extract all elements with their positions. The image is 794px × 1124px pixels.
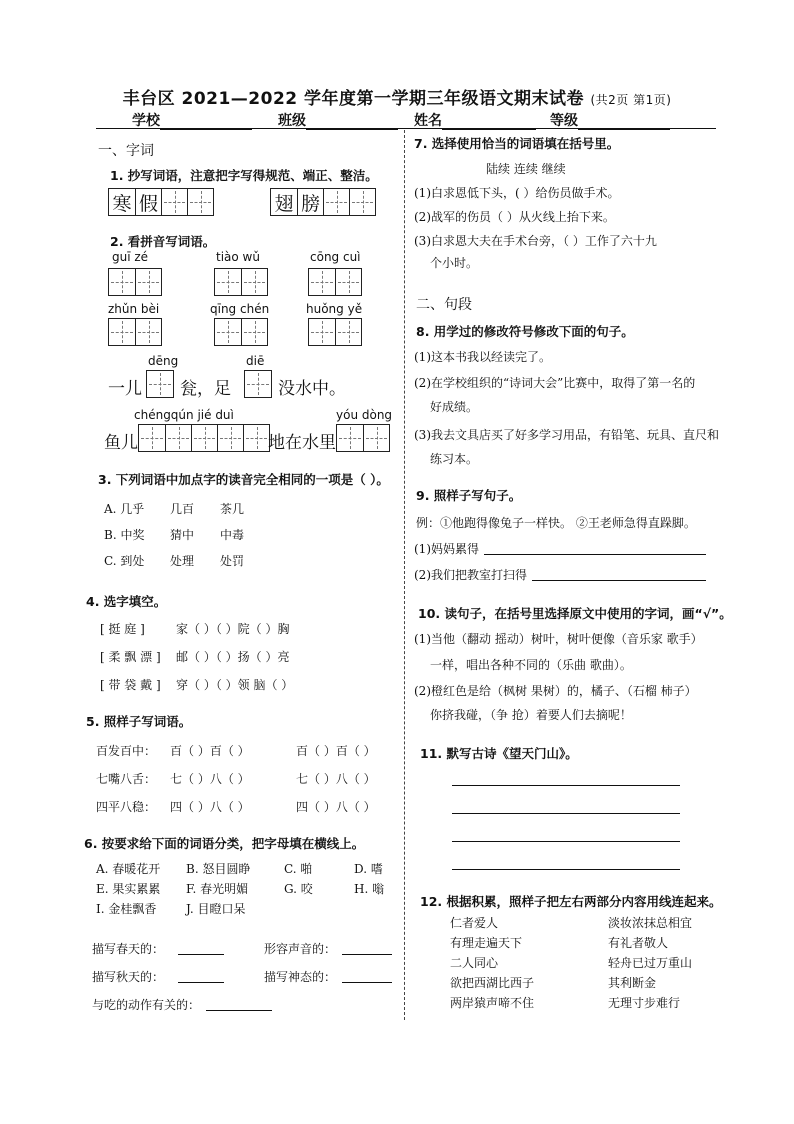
q3-a2: 几百 xyxy=(170,502,195,516)
q6-cat-expression: 描写神态的： xyxy=(264,970,337,984)
grade-field[interactable] xyxy=(550,110,670,130)
q7-line-4: 个小时。 xyxy=(430,256,479,270)
q6-label: 6. 按要求给下面的词语分类，把字母填在横线上。 xyxy=(84,836,365,851)
q10-line-4[interactable]: 你挤我碰，（争 抢）着要人们去摘呢！ xyxy=(430,708,632,722)
q2-grid-7[interactable] xyxy=(146,370,174,398)
q9-blank-2[interactable] xyxy=(532,579,706,581)
q10-line-2[interactable]: 一样，唱出各种不同的（乐曲 歌曲）。 xyxy=(430,658,632,672)
q8-line-3: 好成绩。 xyxy=(430,400,479,414)
q2-label: 2. 看拼音写词语。 xyxy=(110,234,216,249)
char: 假 xyxy=(138,192,158,215)
q4-label: 4. 选字填空。 xyxy=(86,594,167,609)
q6-opt: A. 春暖花开 xyxy=(96,862,161,876)
q12-right-5[interactable]: 无理寸步难行 xyxy=(608,996,681,1010)
poem-line-1[interactable] xyxy=(452,784,680,786)
pinyin-3: cōng cuì xyxy=(310,250,361,264)
pinyin-4: zhǔn bèi xyxy=(108,302,160,316)
poem-line-4[interactable] xyxy=(452,868,680,870)
q4-text-2[interactable]: 邮（ ）（ ）扬（ ）亮 xyxy=(176,650,290,664)
pinyin-chengqun: chéngqún jié duì xyxy=(134,408,234,422)
class-field[interactable] xyxy=(278,110,398,130)
exam-title xyxy=(0,84,794,109)
q3-label: 3. 下列词语中加点字的读音完全相同的一项是（ ）。 xyxy=(98,472,389,487)
q6-cat-sound: 形容声音的： xyxy=(264,942,337,956)
q5-b-1[interactable]: 百（ ）百（ ） xyxy=(296,744,376,758)
q7-line-1[interactable]: (1)白求恩低下头，( ）给伤员做手术。 xyxy=(414,186,620,200)
q4-text-3[interactable]: 穿（ ）（ ）领 脑（ ） xyxy=(176,678,294,692)
q2-grid-4[interactable] xyxy=(108,318,162,346)
q2-grid-6[interactable] xyxy=(308,318,362,346)
q8-line-2: (2)在学校组织的“诗词大会”比赛中，取得了第一名的 xyxy=(414,376,696,390)
q12-left-2[interactable]: 有理走遍天下 xyxy=(450,936,523,950)
q7-words: 陆续 连续 继续 xyxy=(486,162,566,176)
q10-label: 10. 读句子，在括号里选择原文中使用的字词，画“√”。 xyxy=(418,606,732,621)
q8-line-1: (1)这本书我以经读完了。 xyxy=(414,350,551,364)
q8-line-4: (3)我去文具店买了好多学习用品，有铅笔、玩具、直尺和 xyxy=(414,428,720,442)
name-label: 姓名 xyxy=(414,113,442,129)
pinyin-die: diē xyxy=(246,354,265,368)
q6-blank-autumn[interactable] xyxy=(178,981,224,983)
q6-opt: C. 啪 xyxy=(284,862,313,876)
sentence-1a: 一儿 xyxy=(108,379,142,399)
q1-label: 1. 抄写词语，注意把字写得规范、端正、整洁。 xyxy=(110,168,378,183)
q12-right-2[interactable]: 有礼者敬人 xyxy=(608,936,669,950)
q3-a1: A. 几乎 xyxy=(104,502,145,516)
column-divider xyxy=(404,130,405,1020)
q3-a3: 茶几 xyxy=(220,502,245,516)
q10-line-3[interactable]: (2)橙红色是给（枫树 果树）的，橘子、（石榴 柿子） xyxy=(414,684,697,698)
q7-label: 7. 选择使用恰当的词语填在括号里。 xyxy=(414,136,620,151)
sentence-1b: 瓮，足 xyxy=(180,379,231,399)
q12-left-4[interactable]: 欲把西湖比西子 xyxy=(450,976,535,990)
q3-b2: 猜中 xyxy=(170,528,195,542)
grade-label: 等级 xyxy=(550,113,578,129)
q6-cat-eating: 与吃的动作有关的： xyxy=(92,998,201,1012)
sentence-2a: 鱼儿 xyxy=(104,433,138,453)
q3-c2: 处理 xyxy=(170,554,195,568)
pinyin-6: huǒng yě xyxy=(306,302,363,316)
q9-label: 9. 照样子写句子。 xyxy=(416,488,522,503)
q2-grid-3[interactable] xyxy=(308,268,362,296)
class-label: 班级 xyxy=(278,113,306,129)
q5-a-3[interactable]: 四（ ）八（ ） xyxy=(170,800,250,814)
q1-grid-1[interactable] xyxy=(108,188,214,216)
name-field[interactable] xyxy=(414,110,536,130)
q6-cat-spring: 描写春天的： xyxy=(92,942,165,956)
q5-ex-1: 百发百中： xyxy=(96,744,157,758)
q12-right-3[interactable]: 轻舟已过万重山 xyxy=(608,956,693,970)
pinyin-youdong: yóu dòng xyxy=(336,408,393,422)
q6-opt: E. 果实累累 xyxy=(96,882,161,896)
header-rule xyxy=(96,128,716,129)
q3-b3: 中毒 xyxy=(220,528,245,542)
char: 翅 xyxy=(274,192,294,215)
school-label: 学校 xyxy=(132,113,160,129)
q5-a-1[interactable]: 百（ ）百（ ） xyxy=(170,744,250,758)
q6-blank-eating[interactable] xyxy=(206,1009,272,1011)
q8-label: 8. 用学过的修改符号修改下面的句子。 xyxy=(416,324,634,339)
char: 寒 xyxy=(112,192,132,215)
q5-ex-2: 七嘴八舌： xyxy=(96,772,157,786)
q6-opt: I. 金桂飘香 xyxy=(96,902,157,916)
q2-grid-9[interactable] xyxy=(138,424,270,452)
pinyin-1: guī zé xyxy=(112,250,149,264)
poem-line-3[interactable] xyxy=(452,840,680,842)
q6-cat-autumn: 描写秋天的： xyxy=(92,970,165,984)
q4-opts-3: [ 带 袋 戴 ] xyxy=(100,678,161,692)
pinyin-5: qīng chén xyxy=(210,302,270,316)
q2-grid-5[interactable] xyxy=(214,318,268,346)
q10-line-1[interactable]: (1)当他（翻动 摇动）树叶，树叶便像（音乐家 歌手） xyxy=(414,632,703,646)
sentence-1c: 没水中。 xyxy=(278,379,346,399)
q5-b-3[interactable]: 四（ ）八（ ） xyxy=(296,800,376,814)
q6-blank-spring[interactable] xyxy=(178,953,224,955)
q6-blank-sound[interactable] xyxy=(342,953,392,955)
q6-opt: F. 春光明媚 xyxy=(186,882,249,896)
char: 膀 xyxy=(300,192,320,215)
q2-grid-10[interactable] xyxy=(336,424,390,452)
page-count: (共2页 第1页) xyxy=(590,93,672,107)
q7-line-2[interactable]: (2)战军的伤员（ ）从火线上抬下来。 xyxy=(414,210,615,224)
q12-left-1[interactable]: 仁者爱人 xyxy=(450,916,499,930)
q3-c1: C. 到处 xyxy=(104,554,145,568)
q4-text-1[interactable]: 家（ ）（ ）院（ ）胸 xyxy=(176,622,290,636)
q5-ex-3: 四平八稳： xyxy=(96,800,157,814)
q12-left-3[interactable]: 二人同心 xyxy=(450,956,499,970)
title-text: 丰台区 2021—2022 学年度第一学期三年级语文期末试卷 xyxy=(122,89,585,109)
section-1-title: 一、字词 xyxy=(98,143,154,159)
q9-blank-1[interactable] xyxy=(484,553,706,555)
q8-line-5: 练习本。 xyxy=(430,452,479,466)
q12-left-5[interactable]: 两岸猿声啼不住 xyxy=(450,996,535,1010)
pinyin-deng: dēng xyxy=(148,354,179,368)
q5-a-2[interactable]: 七（ ）八（ ） xyxy=(170,772,250,786)
q11-label: 11. 默写古诗《望天门山》。 xyxy=(420,746,578,761)
q6-blank-expression[interactable] xyxy=(342,981,392,983)
q6-opt: B. 怒目圆睁 xyxy=(186,862,251,876)
q3-b1: B. 中奖 xyxy=(104,528,145,542)
q5-b-2[interactable]: 七（ ）八（ ） xyxy=(296,772,376,786)
q1-grid-2[interactable] xyxy=(270,188,376,216)
school-field[interactable] xyxy=(132,110,252,130)
q7-line-3[interactable]: (3)白求恩大夫在手术台旁，（ ）工作了六十九 xyxy=(414,234,657,248)
q12-label: 12. 根据积累，照样子把左右两部分内容用线连起来。 xyxy=(420,894,722,909)
section-2-title: 二、句段 xyxy=(416,297,472,313)
q4-opts-1: [ 挺 庭 ] xyxy=(100,622,145,636)
q6-opt: J. 目瞪口呆 xyxy=(186,902,246,916)
q6-opt: H. 嗡 xyxy=(354,882,385,896)
q9-example: 例：①他跑得像兔子一样快。 ②王老师急得直跺脚。 xyxy=(416,516,696,530)
q3-c3: 处罚 xyxy=(220,554,245,568)
q2-grid-2[interactable] xyxy=(214,268,268,296)
q12-right-1[interactable]: 淡妆浓抹总相宜 xyxy=(608,916,693,930)
q6-opt: G. 咬 xyxy=(284,882,313,896)
q6-opt: D. 嗜 xyxy=(354,862,383,876)
pinyin-2: tiào wǔ xyxy=(216,250,260,264)
q9-line-1: (1)妈妈累得 xyxy=(414,542,479,556)
sentence-2b: 地在水里 xyxy=(268,433,336,453)
q12-right-4[interactable]: 其利断金 xyxy=(608,976,657,990)
q2-grid-8[interactable] xyxy=(244,370,272,398)
q4-opts-2: [ 柔 飘 漂 ] xyxy=(100,650,161,664)
q2-grid-1[interactable] xyxy=(108,268,162,296)
q5-label: 5. 照样子写词语。 xyxy=(86,714,192,729)
poem-line-2[interactable] xyxy=(452,812,680,814)
q9-line-2: (2)我们把教室打扫得 xyxy=(414,568,527,582)
